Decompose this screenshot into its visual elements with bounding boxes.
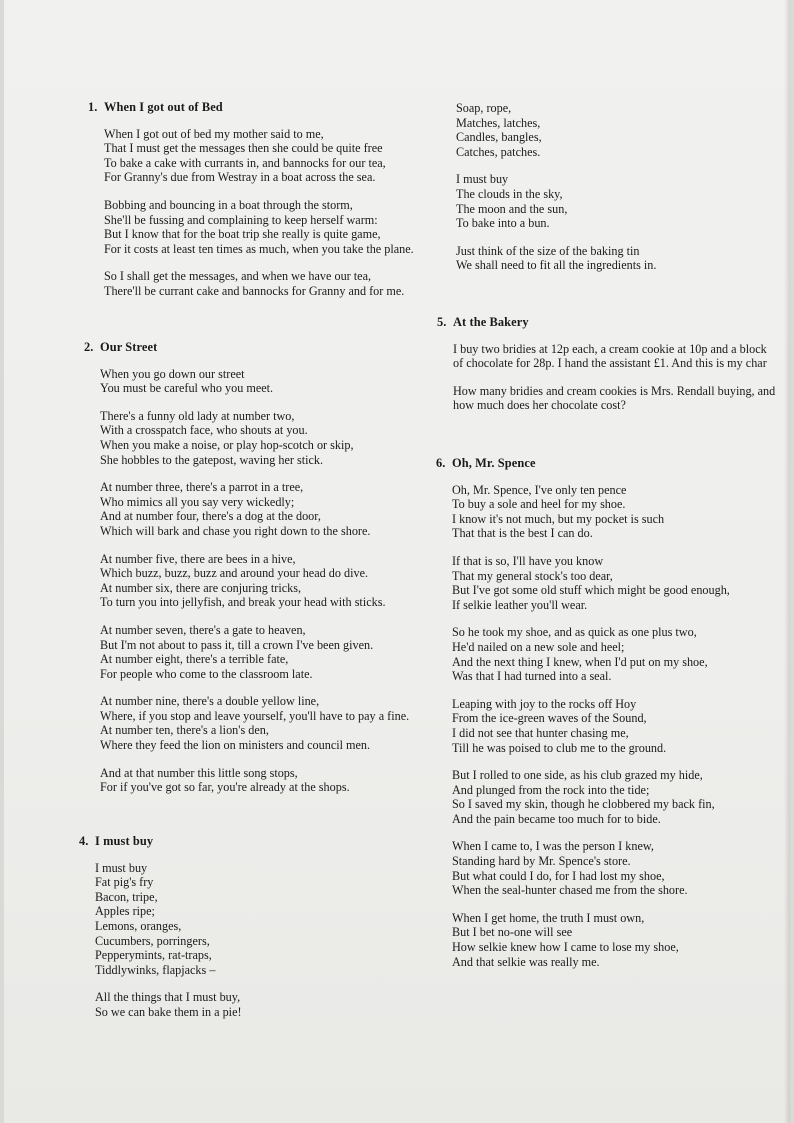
text-line: how much does her chocolate cost? [453, 398, 626, 413]
text-line: If selkie leather you'll wear. [452, 597, 588, 612]
text-line: We shall need to fit all the ingredients in. [456, 258, 657, 273]
text-line: Cucumbers, porringers, [95, 933, 210, 948]
stanza [100, 409, 409, 467]
text-line: So he took my shoe, and as quick as one plus two, [452, 625, 697, 640]
text-line: For it costs at least ten times as much, when you take the plane. [104, 241, 414, 256]
text-line: All the things that I must buy, [95, 990, 241, 1005]
text-line: Oh, Mr. Spence, I've only ten pence [452, 482, 627, 497]
text-line: Which will bark and chase you right down to the shore. [100, 523, 371, 538]
stanza [456, 172, 656, 230]
text-line: For people who come to the classroom late. [100, 666, 313, 681]
text-line: I must buy [456, 172, 509, 187]
stanza [453, 384, 775, 413]
text-line: For if you've got so far, you're already at the shops. [100, 780, 350, 795]
text-line: Lemons, oranges, [95, 918, 182, 933]
poem-i-must-buy [79, 834, 242, 1033]
text-line: If that is so, I'll have you know [452, 553, 604, 568]
text-line: I did not see that hunter chasing me, [452, 725, 629, 740]
text-line: When you go down our street [100, 366, 245, 381]
text-line: And the pain became too much for to bide. [452, 811, 661, 826]
section-title: Our Street [100, 340, 158, 354]
stanza [452, 554, 730, 612]
text-line: Soap, rope, [456, 101, 512, 115]
text-line: Leaping with joy to the rocks off Hoy [452, 696, 637, 711]
text-line: And plunged from the rock into the tide; [452, 782, 650, 797]
text-line: That I must get the messages then she could be quite free [104, 141, 383, 156]
section-title: I must buy [95, 834, 154, 848]
section-heading [84, 340, 409, 355]
text-line: You must be careful who you meet. [100, 381, 274, 396]
text-line: Where they feed the lion on ministers and council men. [100, 738, 371, 753]
stanza [100, 766, 409, 795]
section-heading [437, 315, 775, 330]
text-line: I know it's not much, but my pocket is such [452, 511, 665, 526]
text-line: Bobbing and bouncing in a boat through the storm, [104, 197, 353, 212]
text-line: Candles, bangles, [456, 130, 542, 145]
text-line: At number seven, there's a gate to heaven, [100, 622, 306, 637]
stanza [452, 625, 730, 683]
text-line: At number nine, there's a double yellow line, [100, 694, 320, 709]
text-line: But I know that for the boat trip she really is quite game, [104, 227, 381, 242]
stanza [100, 694, 409, 752]
document-page [4, 0, 790, 1123]
text-line: I must buy [95, 860, 148, 875]
poem-our-street [84, 340, 410, 808]
stanza [456, 101, 656, 159]
text-line: So I shall get the messages, and when we have our tea, [104, 269, 372, 284]
section-heading [436, 456, 730, 471]
text-line: Who mimics all you say very wickedly; [100, 494, 295, 509]
text-line: For Granny's due from Westray in a boat across the sea. [104, 170, 376, 185]
stanza [452, 911, 730, 969]
text-line: Was that I had turned into a seal. [452, 669, 612, 684]
poem-body [452, 483, 730, 970]
text-line: At number eight, there's a terrible fate, [100, 652, 289, 667]
section-title: When I got out of Bed [104, 100, 223, 114]
poem-i-must-buy-continued [456, 101, 656, 286]
text-line: Where, if you stop and leave yourself, you'll have to pay a fine. [100, 708, 410, 723]
text-line: To bake into a bun. [456, 216, 550, 231]
text-line: Just think of the size of the baking tin [456, 243, 640, 258]
poem-body [95, 861, 242, 1020]
text-line: With a crosspatch face, who shouts at you. [100, 423, 308, 438]
stanza [100, 367, 409, 396]
section-title: At the Bakery [453, 315, 529, 329]
text-line: But I bet no-one will see [452, 925, 573, 940]
text-line: To bake a cake with currants in, and bannocks for our tea, [104, 155, 386, 170]
section-heading [79, 834, 242, 849]
text-line: There'll be currant cake and bannocks for Granny and for me. [104, 283, 405, 298]
text-line: To turn you into jellyfish, and break your head with sticks. [100, 595, 386, 610]
text-line: And the next thing I knew, when I'd put on my shoe, [452, 654, 708, 669]
text-line: Bacon, tripe, [95, 889, 158, 904]
text-line: When you make a noise, or play hop-scotch or skip, [100, 437, 354, 452]
text-line: And at number four, there's a dog at the door, [100, 509, 321, 524]
text-line: When I came to, I was the person I knew, [452, 839, 654, 854]
text-line: But I'm not about to pass it, till a crown I've been given. [100, 637, 374, 652]
section-number: 1. [88, 100, 98, 114]
section-number: 5. [437, 315, 447, 329]
text-line: Tiddlywinks, flapjacks – [95, 962, 216, 977]
stanza [104, 127, 414, 185]
section-heading [88, 100, 414, 115]
stanza [452, 839, 730, 897]
text-line: She'll be fussing and complaining to keep herself warm: [104, 212, 378, 227]
text-line: At number five, there are bees in a hive, [100, 551, 296, 566]
text-line: So I saved my skin, though he clobbered my back fin, [452, 797, 715, 812]
text-line: When the seal-hunter chased me from the shore. [452, 883, 688, 898]
poem-body [104, 127, 414, 299]
text-line: But I've got some old stuff which might be good enough, [452, 583, 730, 598]
text-line: But I rolled to one side, as his club grazed my hide, [452, 768, 703, 783]
stanza [452, 697, 730, 755]
text-line: Which buzz, buzz, buzz and around your head do dive. [100, 566, 369, 581]
text-line: And that selkie was really me. [452, 954, 600, 969]
stanza [104, 269, 414, 298]
text-line: The moon and the sun, [456, 201, 568, 216]
text-line: The clouds in the sky, [456, 186, 563, 201]
stanza [95, 990, 242, 1019]
text-line: From the ice-green waves of the Sound, [452, 711, 647, 726]
text-line: But what could I do, for I had lost my shoe, [452, 868, 665, 883]
section-number: 2. [84, 340, 94, 354]
text-line: Matches, latches, [456, 115, 541, 130]
text-line: How selkie knew how I came to lose my shoe, [452, 940, 679, 955]
poem-body [456, 101, 656, 273]
stanza [452, 768, 730, 826]
text-line: How many bridies and cream cookies is Mrs. Rendall buying, and [453, 383, 776, 398]
text-line: I buy two bridies at 12p each, a cream cookie at 10p and a block [453, 341, 767, 356]
text-line: When I get home, the truth I must own, [452, 910, 645, 925]
text-line: When I got out of bed my mother said to me, [104, 126, 324, 141]
text-line: At number ten, there's a lion's den, [100, 723, 269, 738]
stanza [104, 198, 414, 256]
text-line: There's a funny old lady at number two, [100, 408, 295, 423]
text-line: of chocolate for 28p. I hand the assistant £1. And this is my char [453, 356, 767, 371]
exercise-body [453, 342, 775, 413]
stanza [453, 342, 775, 371]
text-line: To buy a sole and heel for my shoe. [452, 497, 626, 512]
stanza [100, 623, 409, 681]
stanza [100, 480, 409, 538]
poem-oh-mr-spence [436, 456, 730, 982]
text-line: So we can bake them in a pie! [95, 1004, 242, 1019]
stanza [452, 483, 730, 541]
text-line: At number six, there are conjuring tricks, [100, 580, 302, 595]
text-line: Catches, patches. [456, 144, 541, 159]
text-line: That my general stock's too dear, [452, 568, 613, 583]
text-line: Standing hard by Mr. Spence's store. [452, 854, 631, 869]
text-line: Till he was poised to club me to the ground. [452, 740, 667, 755]
text-line: At number three, there's a parrot in a tree, [100, 480, 304, 495]
exercise-at-the-bakery [437, 315, 776, 426]
stanza [100, 552, 409, 610]
section-title: Oh, Mr. Spence [452, 456, 536, 470]
text-line: Fat pig's fry [95, 875, 154, 890]
poem-when-i-got-out-of-bed [88, 100, 414, 312]
stanza [456, 244, 656, 273]
stanza [95, 861, 242, 978]
section-number: 4. [79, 834, 89, 848]
text-line: That that is the best I can do. [452, 526, 593, 541]
text-line: And at that number this little song stops, [100, 765, 298, 780]
section-number: 6. [436, 456, 446, 470]
text-line: Apples ripe; [95, 904, 155, 919]
text-line: She hobbles to the gatepost, waving her stick. [100, 452, 324, 467]
text-line: Pepperymints, rat-traps, [95, 948, 212, 963]
text-line: He'd nailed on a new sole and heel; [452, 639, 625, 654]
poem-body [100, 367, 409, 795]
